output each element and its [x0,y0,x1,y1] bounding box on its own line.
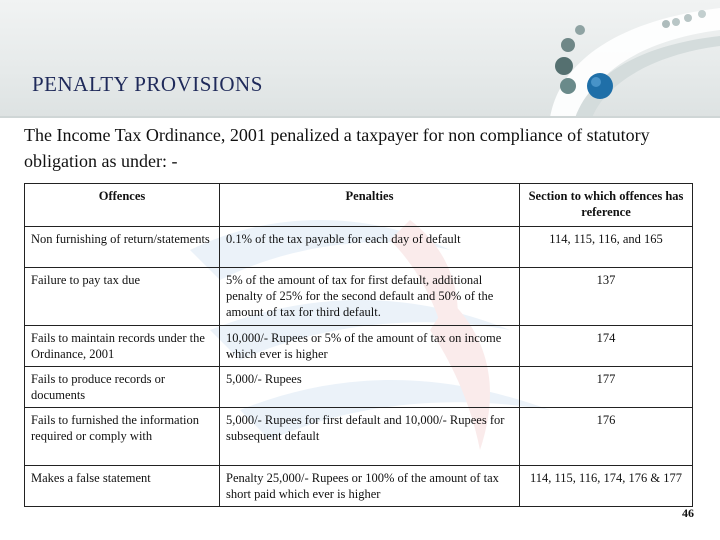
offence-cell: Failure to pay tax due [25,268,220,326]
section-cell: 174 [520,326,693,367]
penalty-cell: 10,000/- Rupees or 5% of the amount of tax on income which ever is higher [220,326,520,367]
penalty-cell: 5,000/- Rupees [220,367,520,408]
offence-cell: Non furnishing of return/statements [25,227,220,268]
table-row [25,227,693,268]
page-number: 46 [682,506,694,520]
section-cell: 114, 115, 116, and 165 [520,227,693,268]
column-header-penalties: Penalties [220,184,520,227]
penalty-cell: 0.1% of the tax payable for each day of default [220,227,520,268]
intro-paragraph: The Income Tax Ordinance, 2001 penalized a taxpayer for non compliance of statutory obligation as under: - [24,125,650,171]
section-cell: 176 [520,408,693,466]
section-cell: 137 [520,268,693,326]
table-header-row [25,184,693,227]
table-row [25,367,693,408]
penalty-cell: Penalty 25,000/- Rupees or 100% of the amount of tax short paid which ever is higher [220,466,520,507]
column-header-offences: Offences [25,184,220,227]
decorative-orbs-graphic [480,0,720,118]
table-row [25,268,693,326]
page-title: PENALTY PROVISIONS [32,72,263,96]
column-header-section: Section to which offences has reference [520,184,693,227]
penalty-table [24,183,693,507]
offence-cell: Fails to furnished the information required or comply with [25,408,220,466]
header-band [0,0,720,118]
table-row [25,408,693,466]
offence-cell: Fails to produce records or documents [25,367,220,408]
offence-cell: Fails to maintain records under the Ordinance, 2001 [25,326,220,367]
section-cell: 114, 115, 116, 174, 176 & 177 [520,466,693,507]
table-row [25,326,693,367]
table-row [25,466,693,507]
penalty-cell: 5,000/- Rupees for first default and 10,000/- Rupees for subsequent default [220,408,520,466]
section-cell: 177 [520,367,693,408]
penalty-cell: 5% of the amount of tax for first default, additional penalty of 25% for the second default and 50% of the amount of tax for third default. [220,268,520,326]
offence-cell: Makes a false statement [25,466,220,507]
